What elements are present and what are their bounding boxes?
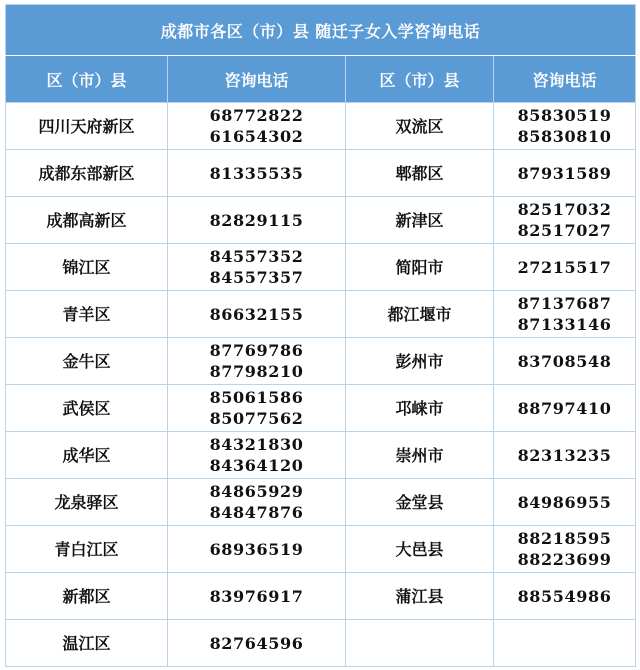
phone-number: 88797410	[517, 398, 612, 418]
phone-cell-right	[494, 197, 636, 244]
phone-cell-right	[494, 526, 636, 573]
table-row	[6, 197, 636, 244]
table-row	[6, 338, 636, 385]
header-district-right: 区（市）县	[346, 56, 494, 103]
phone-number: 86632155	[209, 304, 304, 324]
phone-number: 88554986	[517, 586, 612, 606]
district-name-right: 都江堰市	[346, 291, 494, 338]
district-name-left: 龙泉驿区	[6, 479, 168, 526]
district-name-left: 四川天府新区	[6, 103, 168, 150]
district-name-left: 成都东部新区	[6, 150, 168, 197]
header-phone-left: 咨询电话	[168, 56, 346, 103]
district-name-left: 成华区	[6, 432, 168, 479]
district-name-right: 新津区	[346, 197, 494, 244]
district-name-right: 双流区	[346, 103, 494, 150]
phone-cell-right	[494, 479, 636, 526]
district-name-right: 简阳市	[346, 244, 494, 291]
district-name-left: 武侯区	[6, 385, 168, 432]
phone-number: 87769786	[209, 341, 304, 360]
phone-number: 83708548	[517, 351, 612, 371]
phone-number: 84847876	[209, 503, 304, 522]
table-header-row	[6, 56, 636, 103]
table-row	[6, 432, 636, 479]
district-name-right: 崇州市	[346, 432, 494, 479]
district-name-right: 邛崃市	[346, 385, 494, 432]
table-row	[6, 150, 636, 197]
table-row	[6, 620, 636, 667]
phone-number: 68772822	[209, 106, 304, 125]
phone-cell-right	[494, 620, 636, 667]
district-name-left: 青白江区	[6, 526, 168, 573]
district-name-left: 青羊区	[6, 291, 168, 338]
district-name-left: 新都区	[6, 573, 168, 620]
phone-cell-right	[494, 573, 636, 620]
phone-cell-left	[168, 244, 346, 291]
district-name-right: 蒲江县	[346, 573, 494, 620]
table-row	[6, 385, 636, 432]
phone-number: 84557357	[209, 268, 304, 287]
phone-cell-right	[494, 432, 636, 479]
phone-number: 84865929	[209, 482, 304, 501]
phone-cell-left	[168, 338, 346, 385]
table-row	[6, 244, 636, 291]
phone-number: 87137687	[517, 294, 612, 313]
phone-number: 82313235	[517, 445, 612, 465]
phone-cell-right	[494, 103, 636, 150]
phone-cell-left	[168, 150, 346, 197]
phone-number: 83976917	[209, 586, 304, 606]
table-row	[6, 103, 636, 150]
phone-number: 82517032	[517, 200, 612, 219]
header-phone-right: 咨询电话	[494, 56, 636, 103]
phone-cell-left	[168, 620, 346, 667]
phone-number: 84364120	[209, 456, 304, 475]
phone-cell-right	[494, 244, 636, 291]
phone-number: 68936519	[209, 539, 304, 559]
phone-number: 81335535	[209, 163, 304, 183]
table-row	[6, 526, 636, 573]
phone-number: 84557352	[209, 247, 304, 266]
phone-number: 85830519	[517, 106, 612, 125]
phone-number: 27215517	[517, 257, 612, 277]
table-row	[6, 291, 636, 338]
phone-number: 82517027	[517, 221, 612, 240]
header-district-left: 区（市）县	[6, 56, 168, 103]
phone-number: 87931589	[517, 163, 612, 183]
phone-cell-right	[494, 150, 636, 197]
phone-number: 85061586	[209, 388, 304, 407]
district-name-right	[346, 620, 494, 667]
phone-number: 84986955	[517, 492, 612, 512]
phone-number: 85077562	[209, 409, 304, 428]
phone-number: 82764596	[209, 633, 304, 653]
table-row	[6, 479, 636, 526]
district-name-right: 大邑县	[346, 526, 494, 573]
phone-number: 87133146	[517, 315, 612, 334]
district-name-right: 彭州市	[346, 338, 494, 385]
district-name-left: 锦江区	[6, 244, 168, 291]
phone-number: 85830810	[517, 127, 612, 146]
district-name-left: 温江区	[6, 620, 168, 667]
table-title: 成都市各区（市）县 随迁子女入学咨询电话	[6, 5, 636, 56]
phone-cell-left	[168, 432, 346, 479]
phone-cell-left	[168, 526, 346, 573]
phone-cell-right	[494, 385, 636, 432]
phone-cell-left	[168, 291, 346, 338]
phone-number: 84321830	[209, 435, 304, 454]
phone-cell-left	[168, 385, 346, 432]
phone-number: 82829115	[209, 210, 304, 230]
phone-cell-right	[494, 291, 636, 338]
table-row	[6, 573, 636, 620]
table-body	[6, 103, 636, 667]
district-name-left: 成都高新区	[6, 197, 168, 244]
phone-cell-left	[168, 197, 346, 244]
hotline-table	[5, 4, 636, 667]
table-title-row	[6, 5, 636, 56]
district-name-left: 金牛区	[6, 338, 168, 385]
phone-number: 61654302	[209, 127, 304, 146]
phone-number: 88223699	[517, 550, 612, 569]
phone-number: 87798210	[209, 362, 304, 381]
phone-cell-left	[168, 103, 346, 150]
phone-cell-right	[494, 338, 636, 385]
phone-cell-left	[168, 479, 346, 526]
district-name-right: 金堂县	[346, 479, 494, 526]
phone-number: 88218595	[517, 529, 612, 548]
district-name-right: 郫都区	[346, 150, 494, 197]
phone-cell-left	[168, 573, 346, 620]
